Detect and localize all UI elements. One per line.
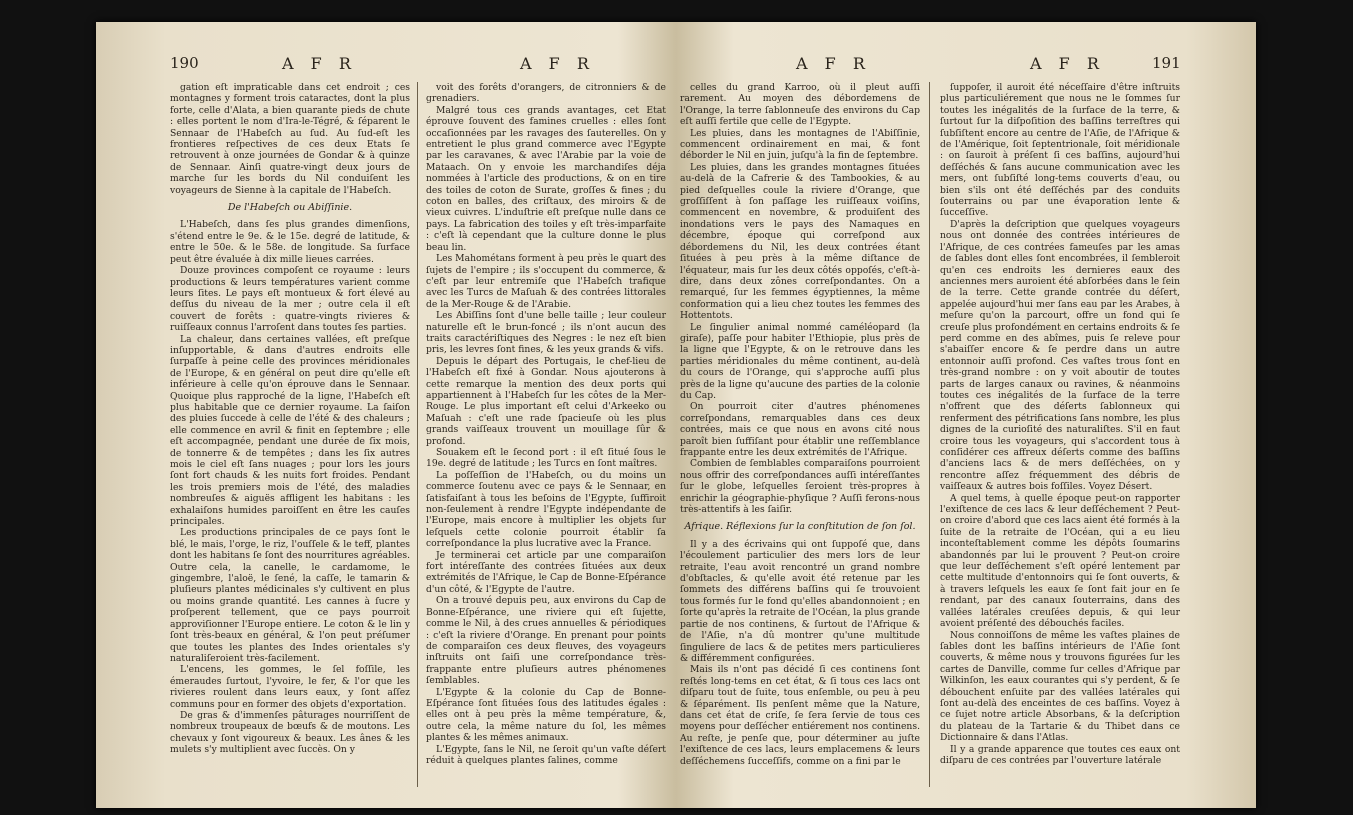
right-running-title-b: A F R — [1030, 54, 1105, 73]
section-heading: De l'Habeſch ou Abiſſinie. — [227, 202, 353, 214]
left-page-number: 190 — [170, 54, 199, 72]
section-heading: Afrique. Réflexions ſur la conſtitution de ſon ſol. — [684, 521, 916, 533]
right-column-1 — [680, 82, 920, 767]
paragraph: Les productions principales de ce pays ſont le blé, le mais, l'orge, le riz, l'ouſſele & le teff, plantes dont les habitans ſe ſont des nourritures agréables. Outre cela, la canelle, le cardamome, le gingembre, l'aloë, le ſené, la caſſe, le tamarin & pluſieurs plantes médicinales s'y cultivent en plus ou moins grande quantité. Les cannes à ſucre y proſperent tellement, que ce pays pourroit approviſionner l'Europe entiere. Le coton & le lin y ſont très-beaux en général, & l'on peut préſumer que toutes les plantes des Indes orientales s'y naturaliſeroient très-facilement. — [170, 527, 410, 664]
column-divider — [417, 82, 418, 787]
paragraph: celles du grand Karroo, où il pleut auſſi rarement. Au moyen des débordemens de l'Orange, la terre ſablonneuſe des environs du Cap eſt auſſi fertile que celle de l'Egypte. — [680, 82, 920, 128]
paragraph: Les Abiſſins ſont d'une belle taille ; leur couleur naturelle eſt le brun-foncé ; ils n'ont aucun des traits caractériſtiques des Negres : le nez eſt bien pris, les levres ſont fines, & les yeux grands & vifs. — [426, 310, 666, 356]
paragraph: gation eſt impraticable dans cet endroit ; ces montagnes y forment trois cataractes, dont la plus forte, celle d'Alata, a bien quarante pieds de chute : elles portent le nom d'Ira-le-Tégré, & ſéparent le Sennaar de l'Habeſch au ſud. Au ſud-eſt les frontieres reſpectives de ces deux Etats ſe retrouvent à onze journées de Gondar & à quinze de Sennaar. Ainſi quatre-vingt deux jours de marche ſur les bords du Nil conduiſent les voyageurs de Sienne à la capitale de l'Habeſch. — [170, 82, 410, 196]
left-header — [168, 52, 676, 80]
left-column-2 — [426, 82, 666, 766]
paragraph: On a trouvé depuis peu, aux environs du Cap de Bonne-Eſpérance, une riviere qui eſt ſujette, comme le Nil, à des crues annuelles & périodiques : c'eſt la riviere d'Orange. En prenant pour points de comparaiſon ces deux fleuves, des voyageurs inſtruits ont ſaiſi une correſpondance très-frappante entre pluſieurs autres phénomenes ſemblables. — [426, 595, 666, 687]
right-header — [678, 52, 1190, 80]
left-page — [168, 52, 676, 792]
paragraph: L'encens, les gommes, le ſel foſſile, les émeraudes ſurtout, l'yvoire, le fer, & l'or que les rivieres roulent dans leurs eaux, y ſont aſſez communs pour en former des objets d'exportation. — [170, 664, 410, 710]
paragraph: L'Habeſch, dans ſes plus grandes dimenſions, s'étend entre le 9e. & le 15e. degré de latitude, & entre le 50e. & le 58e. de longitude. Sa ſurface peut être évaluée à dix mille lieues carrées. — [170, 219, 410, 265]
right-running-title: A F R — [796, 54, 871, 73]
paragraph: Souakem eſt le ſecond port : il eſt ſitué ſous le 19e. degré de latitude ; les Turcs en ſont maîtres. — [426, 447, 666, 470]
paragraph: Les Mahométans forment à peu près le quart des ſujets de l'empire ; ils s'occupent du commerce, & c'eſt par leur entremiſe que l'Habeſch trafique avec les Turcs de Maſuah & des contrées littorales de la Mer-Rouge & de l'Arabie. — [426, 253, 666, 310]
paragraph: Les pluies, dans les montagnes de l'Abiſſinie, commencent ordinairement en mai, & font déborder le Nil en juin, juſqu'à la fin de ſeptembre. — [680, 127, 920, 162]
paragraph: Le ſingulier animal nommé caméléopard (la giraſe), paſſe pour habiter l'Ethiopie, plus près de la ligne que l'Egypte, & on le retrouve dans les parties méridionales du même continent, au-delà du cours de l'Orange, qui s'approche auſſi plus près de la ligne qu'aucune des parties de la colonie du Cap. — [680, 321, 920, 401]
right-page-number: 191 — [1152, 54, 1181, 72]
paragraph: D'après la deſcription que quelques voyageurs nous ont donnée des contrées intérieures de l'Afrique, de ces contrées fameuſes par les amas de ſables dont elles ſont encombrées, il ſembleroit qu'en ces endroits les dernieres eaux des anciennes mers auroient été abſorbées dans le ſein de la terre. Cette grande contrée du déſert, appelée aujourd'hui mer ſans eau par les Arabes, à meſure qu'on la parcourt, offre un fond qui ſe creuſe plus profondément en certains endroits & ſe perd comme en des abîmes, puis ſe releve pour s'abaiſſer encore & ſe perdre dans un autre entonnoir auſſi profond. Ces vaſtes trous ſont en très-grand nombre : on y voit aboutir de toutes parts de larges canaux ou ravines, & néanmoins toutes ces inégalités de la ſurface de la terre n'offrent que des déſerts ſablonneux qui renferment des pétrifications ſans nombre, les plus dignes de la curioſité des naturaliſtes. S'il en faut croire tous les voyageurs, qui s'accordent tous à conſidérer ces affreux déſerts comme des baſſins d'anciens lacs & de mers deſſéchées, on y rencontre aſſez fréquemment des débris de vaiſſeaux & autres bois foſſiles. Voyez Désert. — [940, 218, 1180, 493]
paragraph: Nous connoiſſons de même les vaſtes plaines de ſables dont les baſſins intérieurs de l'Aſie ſont couverts, & même nous y trouvons figurées ſur les cartes de Danville, comme ſur celles d'Afrique par Wilkinſon, les eaux courantes qui s'y perdent, & ſe débouchent enſuite par des vallées latérales qui ſont au-delà des enceintes de ces baſſins. Voyez à ce ſujet notre article Absorbans, & la deſcription du plateau de la Tartarie & du Thibet dans ce Dictionnaire & dans l'Atlas. — [940, 629, 1180, 744]
paragraph: Depuis le départ des Portugais, le chef-lieu de l'Habeſch eſt fixé à Gondar. Nous ajouterons à cette remarque la mention des deux ports qui appartiennent à l'Habeſch ſur les côtes de la Mer-Rouge. Le plus important eſt celui d'Arkeeko ou Maſuah : c'eſt une rade ſpacieuſe où les plus grands vaiſſeaux trouvent un mouillage ſûr & profond. — [426, 355, 666, 447]
paragraph: De gras & d'immenſes pâturages nourriſſent de nombreux troupeaux de bœufs & de moutons. Les chevaux y ſont vigoureux & beaux. Les ânes & les mulets s'y multiplient avec ſuccès. On y — [170, 709, 410, 756]
right-page — [678, 52, 1190, 792]
paragraph: Mais ils n'ont pas décidé ſi ces continens ſont reſtés long-tems en cet état, & ſi tous ces lacs ont diſparu tout de ſuite, tous enſemble, ou peu à peu & ſéparément. Ils penſent même que la Nature, dans cet état de criſe, ſe ſera ſervie de tous ces moyens pour deſſécher entiérement nos continens. Au reſte, je penſe que, pour déterminer au juſte l'exiſtence de ces lacs, leurs emplacemens & leurs deſſéchemens ſucceſſifs, comme on a fini par le — [680, 664, 920, 767]
paragraph: Douze provinces compoſent ce royaume : leurs productions & leurs températures varient comme leurs ſites. Le pays eſt montueux & fort élevé au deſſus du niveau de la mer ; outre cela il eſt couvert de forêts : quatre-vingts rivieres & ruiſſeaux connus l'arroſent dans toutes ſes parties. — [170, 265, 410, 334]
paragraph: La poſſeſſion de l'Habeſch, ou du moins un commerce ſoutenu avec ce pays & le Sennaar, en ſatisfaiſant à tous les beſoins de l'Egypte, ſuffiroit non-ſeulement à rendre l'Egypte indépendante de l'Europe, mais encore à multiplier les objets ſur leſquels cette colonie pourroit établir ſa correſpondance la plus lucrative avec la France. — [426, 469, 666, 550]
paragraph: A quel tems, à quelle époque peut-on rapporter l'exiſtence de ces lacs & leur deſſéchement ? Peut-on croire d'abord que ces lacs aient été formés à la ſuite de la retraite de l'Océan, qui a eu lieu inconteſtablement comme les dépôts ſoumarins abandonnés par lui le prouvent ? Peut-on croire que leur deſſéchement s'eſt opéré lentement par cette multitude d'entonnoirs qui ſe ſont ouverts, & à travers leſquels les eaux ſe ſont fait jour en ſe rendant, par des canaux ſouterrains, dans des vallées latérales creuſées depuis, & qui leur avoient préſenté des débouchés faciles. — [940, 492, 1180, 630]
paragraph: Malgré tous ces grands avantages, cet Etat éprouve ſouvent des famines cruelles : elles ſont occaſionnées par les ravages des ſauterelles. On y entretient le plus grand commerce avec l'Egypte par les caravanes, & avec l'Arabie par la voie de Mataach. On y envoie les marchandiſes déja nommées à l'article des productions, & on en tire des toiles de coton de Surate, groſſes & fines ; du coton en balles, des criſtaux, des miroirs & de vieux cuivres. L'induſtrie eſt preſque nulle dans ce pays. La fabrication des toiles y eſt très-imparfaite : c'eſt là cependant que la culture donne le plus beau lin. — [426, 104, 666, 253]
paragraph: On pourroit citer d'autres phénomenes correſpondans, remarquables dans ces deux contrées, mais ce que nous en avons cité nous paroît bien ſuffiſant pour établir une reſſemblance frappante entre les deux extrémités de l'Afrique. — [680, 401, 920, 458]
paragraph: ſuppoſer, il auroit été néceſſaire d'être inſtruits plus particuliérement que nous ne le ſommes ſur toutes les inégalités de la ſurface de la terre, & ſurtout ſur la diſpoſition des baſſins terreſtres qui ſubſiſtent encore au centre de l'Aſie, de l'Afrique & de l'Amérique, ſoit ſeptentrionale, ſoit méridionale : on ſauroit à préſent ſi ces baſſins, aujourd'hui deſſéchés & ſans aucune communication avec les mers, ont ſubſiſté long-tems couverts d'eau, ou bien s'ils ont été deſſéchés par des conduits ſouterrains ou par une évaporation lente & ſucceſſive. — [940, 82, 1180, 219]
left-running-title-b: A F R — [520, 54, 595, 73]
paragraph: Les pluies, dans les grandes montagnes ſituées au-delà de la Cafrerie & des Tambookies, & au pied deſquelles coule la riviere d'Orange, que groſſiſſent à ſon paſſage les ruiſſeaux voiſins, commencent en novembre, & produiſent des inondations vers le pays des Namaques en décembre, époque qui correſpond aux débordemens du Nil, les deux contrées étant ſituées à peu près à la même diſtance de l'équateur, mais ſur les deux côtés oppoſés, c'eſt-à-dire, dans deux zônes correſpondantes. On a remarqué, ſur les femmes égyptiennes, la même conformation qui a lieu chez toutes les femmes des Hottentots. — [680, 161, 920, 322]
paragraph: Je terminerai cet article par une comparaiſon fort intéreſſante des contrées ſituées aux deux extrémités de l'Afrique, le Cap de Bonne-Eſpérance d'un côté, & l'Egypte de l'autre. — [426, 549, 666, 595]
paragraph: La chaleur, dans certaines vallées, eſt preſque inſupportable, & dans d'autres endroits elle ſurpaſſe à peine celle des provinces méridionales de l'Europe, & en général on peut dire qu'elle eſt inférieure à celle qu'on éprouve dans le Sennaar. Quoique plus rapproché de la ligne, l'Habeſch eſt plus habitable que ce dernier royaume. La ſaiſon des pluies ſuccede à celle de l'été & des chaleurs ; elle commence en avril & finit en ſeptembre ; elle eſt accompagnée, pendant une durée de ſix mois, de tonnerre & de tempêtes ; dans les ſix autres mois le ciel eſt ſans nuages ; pour lors les jours ſont fort chauds & les nuits fort froides. Pendant les trois premiers mois de l'été, des maladies nombreuſes & aiguës affligent les habitans : les exhalaiſons humides paroiſſent en être les cauſes principales. — [170, 333, 410, 528]
paragraph: Il y a des écrivains qui ont ſuppoſé que, dans l'écoulement particulier des mers lors de leur retraite, l'eau avoit rencontré un grand nombre d'obſtacles, & qu'elle avoit été retenue par les ſommets des différens baſſins qui ſe trouvoient tous formés ſur le fond qu'elles abandonnoient ; en ſorte qu'après la retraite de l'Océan, la plus grande partie de nos continens, & ſurtout de l'Afrique & de l'Aſie, n'a dû montrer qu'une multitude ſinguliere de lacs & de petites mers particulieres & différemment configurées. — [680, 538, 920, 664]
paragraph: Il y a grande apparence que toutes ces eaux ont diſparu de ces contrées par l'ouverture latérale — [940, 743, 1180, 766]
right-column-2 — [940, 82, 1180, 766]
book-spread — [96, 22, 1256, 808]
column-divider — [929, 82, 930, 787]
paragraph: voit des forêts d'orangers, de citronniers & de grenadiers. — [426, 82, 666, 105]
paragraph: L'Egypte, ſans le Nil, ne ſeroit qu'un vaſte déſert réduit à quelques plantes ſalines, comme — [426, 743, 666, 766]
paragraph: Combien de ſemblables comparaiſons pourroient nous offrir des correſpondances auſſi intéreſſantes ſur le globe, leſquelles ſeroient très-propres à enrichir la géographie-phyſique ? Auſſi ferons-nous très-attentifs à les ſaiſir. — [680, 458, 920, 516]
paragraph: L'Egypte & la colonie du Cap de Bonne-Eſpérance ſont ſituées ſous des latitudes égales : elles ont à peu près la même température, &, outre cela, la même nature du ſol, les mêmes plantes & les mêmes animaux. — [426, 686, 666, 744]
left-running-title: A F R — [282, 54, 357, 73]
left-column-1 — [170, 82, 410, 756]
